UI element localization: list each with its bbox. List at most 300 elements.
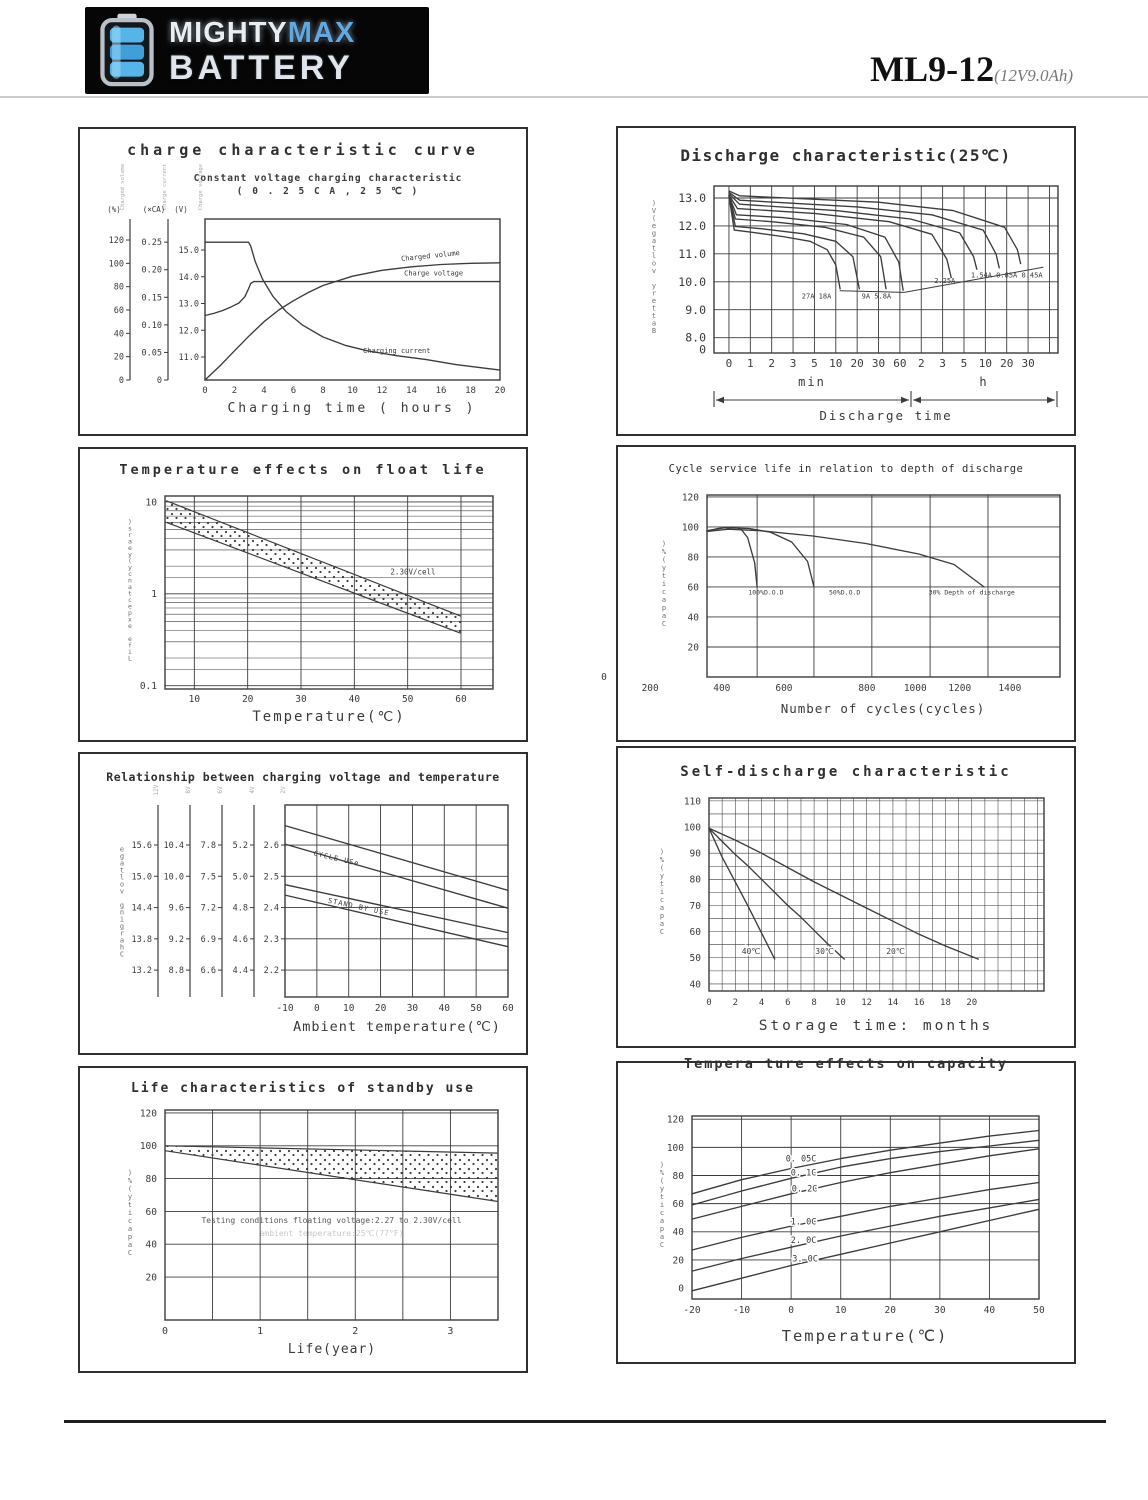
svg-text:8: 8 <box>811 998 817 1008</box>
svg-text:Charged volume: Charged volume <box>120 163 126 211</box>
svg-text:Charging time ( hours ): Charging time ( hours ) <box>227 401 477 416</box>
svg-text:70: 70 <box>689 900 701 912</box>
svg-text:Temperature(℃): Temperature(℃) <box>781 1327 949 1345</box>
svg-text:r: r <box>119 929 125 938</box>
svg-text:90: 90 <box>689 848 701 860</box>
cycle-service-life-plot <box>601 447 1074 740</box>
svg-text:e: e <box>128 543 132 552</box>
svg-text:Discharge time: Discharge time <box>819 408 953 423</box>
chart-box-self-discharge <box>616 746 1076 1048</box>
svg-text:80: 80 <box>145 1173 157 1185</box>
svg-text:Ambient temperature(℃): Ambient temperature(℃) <box>293 1019 501 1035</box>
svg-text:0: 0 <box>161 1326 169 1337</box>
svg-text:ambient temperature:25℃(77°F): ambient temperature:25℃(77°F) <box>259 1229 404 1238</box>
svg-text:i: i <box>659 1201 665 1209</box>
svg-text:o: o <box>119 880 125 889</box>
chart-box-charge-characteristic <box>78 127 528 436</box>
svg-text:10: 10 <box>978 357 992 370</box>
svg-text:2: 2 <box>917 357 925 370</box>
svg-text:(V): (V) <box>174 205 188 214</box>
svg-text:e: e <box>128 602 132 611</box>
svg-text:2: 2 <box>352 1326 359 1337</box>
brand-battery: BATTERY <box>169 49 354 87</box>
svg-text:0.25: 0.25 <box>141 238 162 249</box>
svg-text:2V: 2V <box>280 786 287 794</box>
svg-text:5: 5 <box>960 357 968 370</box>
svg-text:(: ( <box>661 556 667 564</box>
svg-text:27A 18A: 27A 18A <box>801 292 832 301</box>
svg-text:C: C <box>127 1249 133 1257</box>
svg-text:t: t <box>651 304 657 313</box>
svg-text:12.0: 12.0 <box>178 326 199 337</box>
chart-title: Self-discharge characteristic <box>680 764 1012 780</box>
svg-text:80: 80 <box>689 874 701 886</box>
svg-text:4V: 4V <box>249 786 256 794</box>
svg-text:t: t <box>127 1201 133 1209</box>
svg-text:3: 3 <box>447 1326 454 1337</box>
svg-text:r: r <box>651 289 657 298</box>
svg-text:60: 60 <box>689 927 701 939</box>
chart-box-cycle-service-life <box>601 445 1076 742</box>
svg-text:1400: 1400 <box>998 683 1022 694</box>
svg-text:10: 10 <box>834 998 846 1008</box>
svg-text:%: % <box>659 1169 665 1177</box>
svg-text:t: t <box>651 311 657 320</box>
svg-text:0. 05C: 0. 05C <box>785 1154 817 1165</box>
svg-text:Charge current: Charge current <box>162 163 168 211</box>
svg-text:12V: 12V <box>153 784 160 796</box>
svg-text:-10: -10 <box>732 1305 751 1316</box>
chart-box-standby-life <box>78 1066 528 1373</box>
svg-text:9.2: 9.2 <box>168 934 184 945</box>
temperature-capacity-plot <box>618 1063 1074 1362</box>
svg-text:h: h <box>979 375 989 389</box>
svg-text:i: i <box>661 580 667 588</box>
svg-text:40: 40 <box>145 1239 157 1251</box>
svg-text:t: t <box>659 880 665 888</box>
header-divider <box>0 96 1148 98</box>
svg-text:0: 0 <box>118 376 124 386</box>
svg-text:0: 0 <box>313 1003 320 1014</box>
svg-text:a: a <box>659 920 665 928</box>
svg-text:7.2: 7.2 <box>200 903 216 914</box>
svg-text:16: 16 <box>913 998 925 1008</box>
svg-text:a: a <box>651 319 657 328</box>
svg-text:p: p <box>128 608 132 617</box>
svg-text:o: o <box>651 259 657 268</box>
svg-text:1200: 1200 <box>948 683 972 694</box>
svg-text:120: 120 <box>139 1108 157 1120</box>
svg-text:4: 4 <box>261 386 267 396</box>
svg-text:%: % <box>127 1177 133 1185</box>
svg-text:): ) <box>651 199 657 208</box>
svg-text:2.5: 2.5 <box>263 872 279 883</box>
svg-text:y: y <box>659 1185 665 1193</box>
svg-text:p: p <box>659 912 665 920</box>
svg-text:0: 0 <box>788 1305 795 1316</box>
svg-text:1: 1 <box>257 1326 264 1337</box>
svg-text:30: 30 <box>406 1003 419 1014</box>
svg-text:20: 20 <box>1000 357 1014 370</box>
svg-text:4.8: 4.8 <box>232 903 248 914</box>
discharge-characteristic-plot <box>618 128 1074 434</box>
svg-text:6V: 6V <box>217 786 224 794</box>
svg-text:i: i <box>119 915 125 924</box>
svg-text:10: 10 <box>342 1003 355 1014</box>
svg-text:0.1: 0.1 <box>139 681 157 693</box>
svg-text:2: 2 <box>231 386 238 396</box>
svg-text:120: 120 <box>666 1114 684 1126</box>
model-number: ML9-12 <box>870 49 995 89</box>
svg-text:0.15: 0.15 <box>141 293 162 304</box>
svg-text:30% Depth of discharge: 30% Depth of discharge <box>928 588 1015 597</box>
svg-text:Charge voltage: Charge voltage <box>404 269 464 278</box>
svg-text:100: 100 <box>681 522 699 534</box>
svg-text:8.0: 8.0 <box>685 330 706 345</box>
svg-text:(×CA): (×CA) <box>142 205 166 214</box>
svg-text:14: 14 <box>406 386 417 396</box>
svg-text:a: a <box>659 1217 665 1225</box>
svg-text:0: 0 <box>706 998 712 1008</box>
svg-text:0: 0 <box>678 1283 684 1295</box>
svg-text:80: 80 <box>113 282 124 293</box>
svg-text:30: 30 <box>934 1305 946 1316</box>
svg-text:a: a <box>659 904 665 912</box>
svg-text:0.05: 0.05 <box>141 348 162 359</box>
brand-mighty: MIGHTY <box>169 17 288 49</box>
svg-text:20: 20 <box>672 1255 684 1267</box>
svg-text:20: 20 <box>884 1305 897 1316</box>
svg-text:a: a <box>127 1225 133 1233</box>
svg-text:50%D.O.D: 50%D.O.D <box>829 588 861 597</box>
svg-text:Charged volume: Charged volume <box>400 248 461 264</box>
svg-text:1: 1 <box>747 357 754 370</box>
svg-text:9.6: 9.6 <box>168 903 184 914</box>
svg-text:-10: -10 <box>276 1003 294 1014</box>
svg-text:3: 3 <box>789 357 797 370</box>
svg-text:0: 0 <box>601 672 607 683</box>
svg-text:Number of cycles(cycles): Number of cycles(cycles) <box>780 701 986 716</box>
svg-text:a: a <box>127 1241 133 1249</box>
brand-max: MAX <box>287 17 356 49</box>
svg-text:10: 10 <box>347 386 358 396</box>
svg-text:13.0: 13.0 <box>678 191 706 206</box>
svg-text:y: y <box>127 1193 133 1201</box>
float-life-plot <box>80 449 526 740</box>
svg-text:400: 400 <box>713 683 731 694</box>
svg-text:a: a <box>661 612 667 620</box>
svg-text:18: 18 <box>465 386 476 396</box>
svg-text:STAND BY USE: STAND BY USE <box>327 896 391 918</box>
svg-text:r: r <box>128 530 132 539</box>
svg-text:13.0: 13.0 <box>178 299 199 310</box>
svg-text:l: l <box>119 873 125 882</box>
self-discharge-plot <box>618 748 1074 1046</box>
svg-text:p: p <box>661 604 667 612</box>
svg-text:60: 60 <box>455 694 467 705</box>
svg-text:c: c <box>659 896 665 904</box>
svg-text:%: % <box>661 548 667 556</box>
svg-text:9A 5.8A: 9A 5.8A <box>861 292 892 301</box>
svg-text:20: 20 <box>850 357 864 370</box>
svg-text:20: 20 <box>241 694 254 705</box>
svg-text:c: c <box>661 588 667 596</box>
svg-text:x: x <box>128 615 132 624</box>
svg-text:g: g <box>651 229 657 238</box>
svg-text:6.9: 6.9 <box>200 934 216 945</box>
svg-text:C: C <box>119 950 125 959</box>
svg-text:2. 0C: 2. 0C <box>790 1236 817 1247</box>
svg-text:120: 120 <box>681 492 699 504</box>
svg-text:f: f <box>128 641 132 650</box>
svg-text:a: a <box>128 537 132 546</box>
svg-text:a: a <box>651 236 657 245</box>
svg-text:g: g <box>119 922 125 931</box>
svg-text:e: e <box>651 296 657 305</box>
svg-text:11.0: 11.0 <box>178 353 199 363</box>
chart-title: Life characteristics of standby use <box>131 1081 475 1096</box>
charging-voltage-temperature-plot <box>80 754 526 1053</box>
svg-text:): ) <box>661 540 667 548</box>
svg-text:13.2: 13.2 <box>131 966 152 977</box>
svg-text:Charging current: Charging current <box>363 346 431 355</box>
svg-text:): ) <box>659 848 665 856</box>
svg-text:3: 3 <box>939 357 946 370</box>
svg-text:8: 8 <box>320 386 326 396</box>
svg-text:0. 2C: 0. 2C <box>791 1184 818 1195</box>
svg-text:8.8: 8.8 <box>168 966 184 977</box>
svg-text:10: 10 <box>829 357 843 370</box>
mighty-max-logo <box>85 7 429 94</box>
svg-text:V: V <box>651 206 657 215</box>
svg-text:20: 20 <box>966 998 978 1008</box>
svg-text:g: g <box>119 901 125 910</box>
svg-text:0.20: 0.20 <box>141 265 162 276</box>
model-spec: (12V9.0Ah) <box>994 66 1073 85</box>
battery-icon <box>95 12 159 88</box>
svg-text:4.6: 4.6 <box>232 934 248 945</box>
svg-text:10: 10 <box>834 1305 847 1316</box>
svg-text:60: 60 <box>687 582 699 594</box>
svg-text:40: 40 <box>672 1227 684 1239</box>
svg-text:100: 100 <box>666 1142 684 1154</box>
svg-text:e: e <box>119 845 125 854</box>
svg-text:2.3: 2.3 <box>263 934 279 945</box>
svg-text:10.4: 10.4 <box>163 841 184 852</box>
svg-text:40: 40 <box>983 1305 996 1316</box>
svg-text:14: 14 <box>887 998 899 1008</box>
chart-title: Tempera ture effects on capacity <box>683 1056 1009 1072</box>
chart-title: Temperature effects on float life <box>119 462 487 478</box>
svg-text:20: 20 <box>494 386 506 396</box>
svg-text:1: 1 <box>151 589 157 601</box>
svg-text:g: g <box>119 852 125 861</box>
svg-text:y: y <box>651 281 657 290</box>
svg-text:6: 6 <box>785 998 791 1008</box>
svg-text:1000: 1000 <box>903 683 927 694</box>
svg-text:t: t <box>128 589 132 598</box>
svg-text:2.30V/cell: 2.30V/cell <box>390 567 436 577</box>
svg-text:a: a <box>128 582 132 591</box>
svg-text:30: 30 <box>871 357 886 370</box>
svg-text:Charge voltage: Charge voltage <box>198 163 204 211</box>
svg-text:30: 30 <box>295 694 307 705</box>
svg-text:0: 0 <box>156 376 162 386</box>
svg-text:l: l <box>651 251 657 260</box>
svg-text:20: 20 <box>687 642 699 654</box>
svg-text:i: i <box>127 1209 133 1217</box>
model-header <box>870 48 1073 90</box>
svg-text:%: % <box>659 856 665 864</box>
svg-text:min: min <box>798 375 826 389</box>
svg-text:40: 40 <box>687 612 699 624</box>
svg-text:): ) <box>127 1169 133 1177</box>
svg-text:a: a <box>119 859 125 868</box>
svg-text:0: 0 <box>725 357 733 370</box>
charge-characteristic-plot <box>80 129 526 434</box>
svg-text:6.6: 6.6 <box>200 966 216 977</box>
svg-text:12.0: 12.0 <box>678 219 706 234</box>
svg-text:CYCLE USe: CYCLE USe <box>312 849 361 868</box>
svg-text:C: C <box>661 620 667 628</box>
svg-text:6: 6 <box>290 386 297 396</box>
svg-text:60: 60 <box>672 1199 684 1211</box>
svg-text:y: y <box>128 563 132 572</box>
svg-text:c: c <box>128 569 132 578</box>
svg-text:50: 50 <box>689 953 701 965</box>
svg-text:50: 50 <box>401 694 414 705</box>
svg-text:20: 20 <box>145 1272 157 1284</box>
svg-text:(: ( <box>651 214 657 223</box>
svg-text:7.5: 7.5 <box>200 872 216 883</box>
svg-text:15.6: 15.6 <box>131 841 152 852</box>
svg-text:100: 100 <box>683 822 701 834</box>
chart-title: Discharge characteristic(25℃) <box>680 146 1012 165</box>
svg-text:1.54A 0.85A 0.45A: 1.54A 0.85A 0.45A <box>970 271 1043 280</box>
svg-text:(: ( <box>128 556 132 565</box>
svg-text:15.0: 15.0 <box>131 872 152 883</box>
svg-text:c: c <box>127 1217 133 1225</box>
svg-text:3. 0C: 3. 0C <box>792 1254 818 1265</box>
svg-text:10.0: 10.0 <box>163 872 184 883</box>
svg-text:2.6: 2.6 <box>263 841 279 852</box>
svg-text:t: t <box>119 866 125 875</box>
svg-text:60: 60 <box>113 306 124 316</box>
svg-text:Temperature(℃): Temperature(℃) <box>252 709 406 725</box>
brand-line1 <box>169 17 355 50</box>
chart-subtitle: ( 0 . 2 5 C A , 2 5 ℃ ) <box>236 186 420 197</box>
svg-text:80: 80 <box>687 552 699 564</box>
svg-text:40: 40 <box>113 329 124 340</box>
svg-text:4: 4 <box>758 998 765 1008</box>
svg-text:14.4: 14.4 <box>131 903 152 914</box>
svg-text:15.0: 15.0 <box>178 246 199 257</box>
svg-text:a: a <box>661 596 667 604</box>
svg-text:40: 40 <box>689 979 701 991</box>
svg-text:800: 800 <box>858 683 876 694</box>
svg-text:5: 5 <box>811 357 818 370</box>
svg-text:c: c <box>659 1209 665 1217</box>
svg-text:B: B <box>651 326 657 335</box>
svg-text:100%D.O.D: 100%D.O.D <box>748 588 784 597</box>
svg-text:40: 40 <box>348 694 361 705</box>
svg-text:80: 80 <box>672 1170 684 1182</box>
svg-text:0: 0 <box>202 386 208 396</box>
svg-text:8V: 8V <box>185 786 192 794</box>
svg-text:C: C <box>659 928 665 936</box>
svg-text:2.4: 2.4 <box>263 903 279 914</box>
svg-text:v: v <box>651 266 657 275</box>
svg-text:11.0: 11.0 <box>678 246 706 261</box>
chart-title: Cycle service life in relation to depth of discharge <box>668 463 1024 475</box>
svg-text:5.2: 5.2 <box>232 841 248 852</box>
svg-text:t: t <box>661 572 667 580</box>
svg-text:n: n <box>128 576 132 585</box>
svg-text:120: 120 <box>108 236 124 246</box>
svg-text:y: y <box>659 872 665 880</box>
svg-text:a: a <box>659 1233 665 1241</box>
svg-text:i: i <box>659 888 665 896</box>
svg-text:y: y <box>128 550 132 559</box>
chart-title: Relationship between charging voltage and temperature <box>106 770 500 784</box>
svg-text:200: 200 <box>641 683 659 694</box>
svg-text:4.4: 4.4 <box>232 966 248 977</box>
svg-text:9.0: 9.0 <box>685 302 706 317</box>
svg-text:14.0: 14.0 <box>178 272 199 283</box>
svg-text:Testing conditions floating vo: Testing conditions floating voltage:2.27 to 2.30V/cell <box>201 1215 462 1225</box>
svg-text:e: e <box>651 221 657 230</box>
chart-subtitle: Constant voltage charging characteristic <box>193 173 463 184</box>
standby-life-plot <box>80 1068 526 1371</box>
svg-text:(%): (%) <box>107 205 121 214</box>
svg-text:-20: -20 <box>683 1305 701 1316</box>
svg-text:10: 10 <box>188 694 201 705</box>
svg-text:(: ( <box>659 1177 665 1185</box>
svg-text:2.25A: 2.25A <box>934 277 956 286</box>
svg-text:50: 50 <box>470 1003 482 1014</box>
svg-text:v: v <box>119 887 125 896</box>
chart-box-float-life <box>78 447 528 742</box>
svg-text:c: c <box>128 595 132 604</box>
svg-text:60: 60 <box>145 1206 157 1218</box>
svg-text:t: t <box>651 244 657 253</box>
svg-text:600: 600 <box>775 683 793 694</box>
svg-text:0: 0 <box>699 342 706 357</box>
svg-text:7.8: 7.8 <box>200 841 216 852</box>
svg-text:20℃: 20℃ <box>886 946 905 956</box>
svg-text:e: e <box>128 634 132 643</box>
svg-text:Life(year): Life(year) <box>287 1342 377 1357</box>
svg-text:20: 20 <box>113 352 124 363</box>
svg-text:50: 50 <box>1033 1305 1045 1316</box>
svg-text:0. 1C: 0. 1C <box>790 1168 817 1179</box>
svg-text:y: y <box>661 564 667 572</box>
chart-box-discharge-characteristic <box>616 126 1076 436</box>
svg-text:40: 40 <box>438 1003 451 1014</box>
svg-text:): ) <box>659 1161 665 1169</box>
svg-text:100: 100 <box>139 1141 157 1153</box>
svg-text:40℃: 40℃ <box>741 946 761 956</box>
svg-text:2: 2 <box>732 998 738 1008</box>
svg-text:5.0: 5.0 <box>232 872 248 883</box>
svg-text:i: i <box>128 647 132 656</box>
svg-text:(: ( <box>659 864 665 872</box>
svg-text:110: 110 <box>683 796 701 808</box>
svg-text:h: h <box>119 943 125 952</box>
svg-text:): ) <box>128 517 132 526</box>
svg-text:60: 60 <box>893 357 907 370</box>
chart-box-temperature-capacity <box>616 1056 1076 1364</box>
